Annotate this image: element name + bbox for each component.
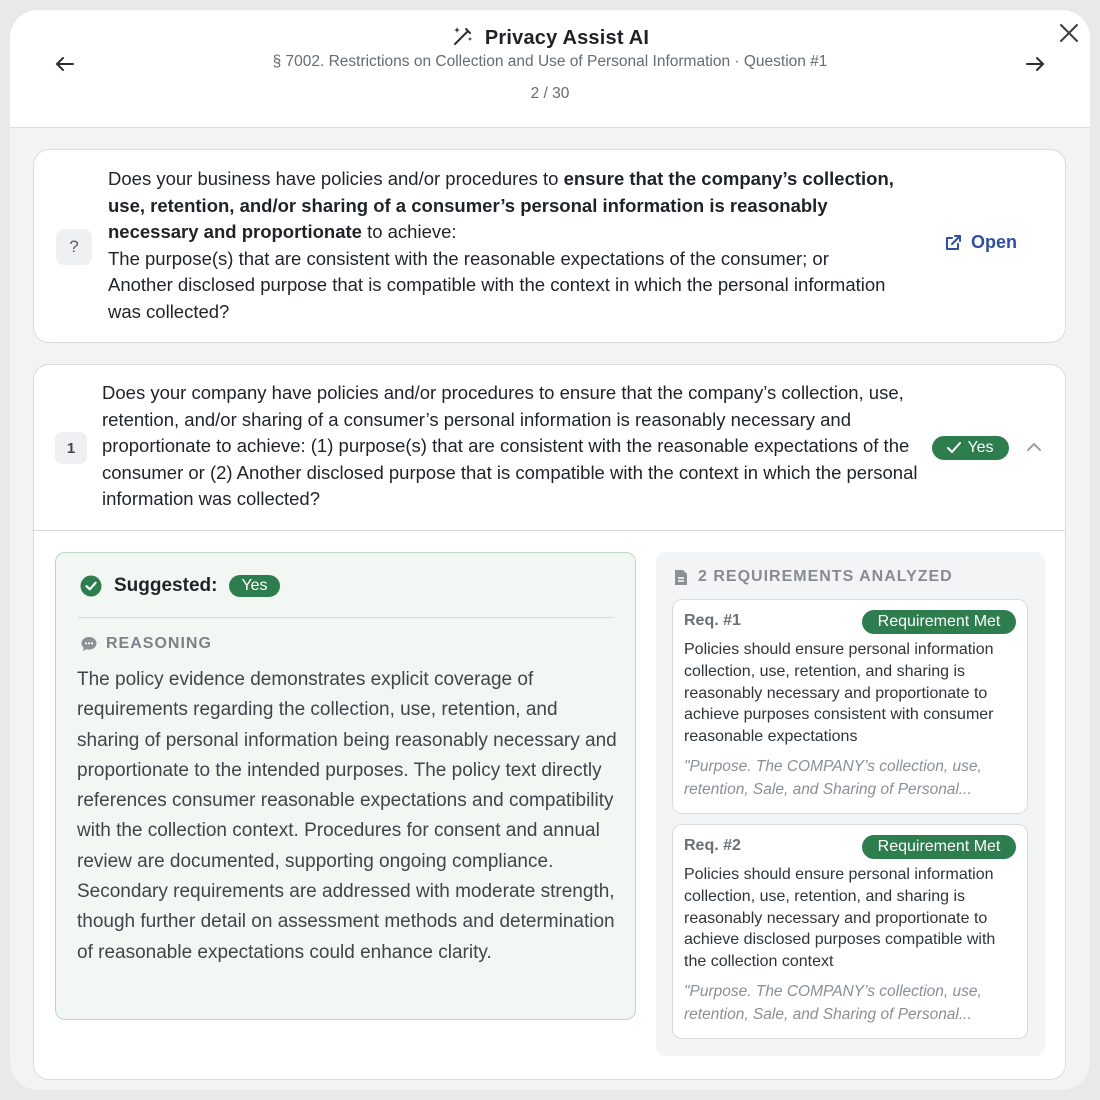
close-icon	[1059, 23, 1079, 43]
sub-question-text: Does your company have policies and/or procedures to ensure that the company’s collection, use, retention, and/or sharing of a consumer’s personal information is reasonably necessary and proportionate to achieve: (1) purpose(s) that are consistent with the reasonable expectations of the consumer or (2) Another disclosed purpose that is compatible with the context in which the personal information was collected?	[102, 382, 918, 510]
open-label: Open	[971, 232, 1018, 252]
suggested-label: Suggested:	[114, 575, 218, 596]
requirements-heading	[674, 568, 953, 586]
question-modal	[10, 10, 1090, 1090]
requirement-card[interactable]	[672, 599, 1028, 814]
answer-card	[33, 364, 1066, 1080]
section-question-text	[108, 166, 908, 326]
check-icon	[947, 442, 961, 454]
question-icon: ?	[56, 229, 92, 265]
requirement-card[interactable]	[672, 824, 1028, 1039]
open-button[interactable]	[944, 232, 1017, 253]
suggested-value-badge: Yes	[229, 575, 279, 597]
requirement-description: Policies should ensure personal information collection, use, retention, and sharing is reasonably necessary and proportionate to achieve purposes consistent with consumer reasonable expectations	[684, 641, 994, 746]
answer-status-label: Yes	[967, 439, 994, 456]
question-text-tail: to achieve:	[361, 221, 457, 243]
requirement-id: Req. #2	[684, 837, 741, 854]
answer-header[interactable]	[34, 365, 1065, 531]
requirements-count-label: 2 REQUIREMENTS ANALYZED	[698, 568, 953, 585]
external-link-icon	[944, 234, 962, 252]
requirement-description: Policies should ensure personal information collection, use, retention, and sharing is reasonably necessary and proportionate to achieve disclosed purposes compatible with the collection context	[684, 866, 996, 971]
requirement-id: Req. #1	[684, 612, 741, 629]
requirement-evidence-quote: "Purpose. The COMPANY’s collection, use, retention, Sale, and Sharing of Personal...	[684, 983, 982, 1023]
app-title: Privacy Assist AI	[484, 27, 650, 49]
suggestion-panel	[55, 552, 636, 1020]
reasoning-label: REASONING	[106, 635, 212, 652]
requirements-panel	[656, 552, 1045, 1056]
chat-bubble-icon	[80, 635, 98, 653]
question-counter: 2 / 30	[530, 85, 570, 102]
divider	[78, 617, 613, 618]
arrow-right-icon	[1025, 56, 1045, 72]
suggested-row	[80, 575, 280, 597]
answer-status-badge[interactable]	[932, 436, 1009, 460]
section-question-card	[33, 149, 1066, 343]
question-subtitle: § 7002. Restrictions on Collection and Use of Personal Information · Question #1	[272, 53, 828, 70]
question-option-2: Another disclosed purpose that is compatible with the context in which the personal information was collected?	[108, 274, 886, 322]
question-text-emphasis: ensure that the company’s collection, use, retention, and/or sharing of a consumer’s personal information is reasonably necessary and proportionate	[108, 168, 894, 243]
requirement-status-badge: Requirement Met	[862, 610, 1016, 634]
modal-header	[10, 10, 1090, 128]
reasoning-text: The policy evidence demonstrates explicit coverage of requirements regarding the collection, use, retention, and sharing of personal information being reasonably necessary and proportionate to the intended purposes. The policy text directly references consumer reasonable expectations and compatibility with the collection context. Procedures for consent and annual review are documented, supporting ongoing compliance. Secondary requirements are addressed with moderate strength, though further detail on assessment methods and determination of reasonable expectations could enhance clarity.	[77, 669, 617, 963]
requirement-status-badge: Requirement Met	[862, 835, 1016, 859]
question-number-badge: 1	[55, 432, 87, 464]
arrow-left-icon	[55, 56, 75, 72]
close-button[interactable]	[1054, 18, 1084, 48]
chevron-up-icon[interactable]	[1024, 439, 1044, 455]
check-circle-icon	[80, 575, 102, 597]
requirement-evidence-quote: "Purpose. The COMPANY’s collection, use, retention, Sale, and Sharing of Personal...	[684, 758, 982, 798]
document-icon	[674, 569, 688, 586]
next-question-button[interactable]	[1020, 50, 1050, 78]
question-option-1: The purpose(s) that are consistent with the reasonable expectations of the consumer; or	[108, 247, 829, 269]
title-row	[10, 24, 1090, 53]
question-text-intro: Does your business have policies and/or procedures to	[108, 168, 564, 189]
reasoning-heading	[80, 635, 212, 653]
magic-wand-icon	[451, 24, 475, 53]
previous-question-button[interactable]	[50, 50, 80, 78]
